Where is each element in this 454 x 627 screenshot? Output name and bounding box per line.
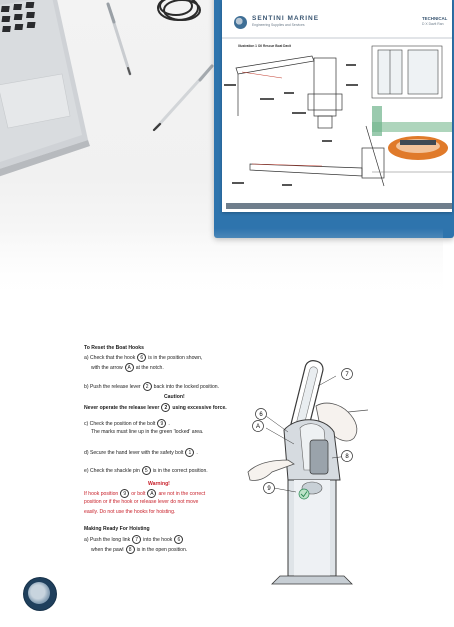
step-text: d) Secure the hand lever with the safety bolt — [84, 449, 184, 456]
reset-step-a — [84, 353, 202, 362]
part-number-badge: 5 — [142, 466, 151, 475]
reset-step-e — [84, 466, 208, 475]
step-text: at the notch. — [135, 364, 164, 371]
step-text: into the hook — [143, 536, 173, 543]
davit-drawing — [222, 36, 452, 206]
warning-heading: Warning! — [148, 481, 170, 487]
part-number-badge: 6 — [137, 353, 146, 362]
brand-logo-icon — [234, 16, 247, 29]
reset-step-c — [84, 419, 170, 428]
boat-hook-illustration — [244, 360, 370, 590]
part-number-badge: 9 — [157, 419, 166, 428]
hoist-step-a — [84, 535, 185, 544]
reset-step-a-cont — [91, 363, 164, 372]
step-text: c) Check the position of the bolt — [84, 420, 156, 427]
callout-6 — [256, 409, 267, 420]
step-text: when the pawl — [91, 546, 124, 553]
brand-name: SENTINI MARINE — [252, 15, 320, 22]
warning-text: are not in the correct — [158, 490, 206, 497]
photo-fade — [0, 228, 443, 300]
brand-subtitle: Engineering Supplies and Services — [252, 23, 305, 27]
svg-text:6: 6 — [259, 412, 263, 418]
part-number-badge: 7 — [132, 535, 141, 544]
warning-line-3: easily. Do not use the hooks for hoisting. — [84, 509, 176, 515]
desk-photo — [0, 0, 448, 300]
warning-line-1 — [84, 489, 205, 498]
drawing-caption: Illustration 1 Oil Rescue Boat Davit — [238, 44, 291, 48]
step-text: . — [196, 449, 198, 456]
step-text: e) Check the shackle pin — [84, 467, 140, 474]
reset-step-d — [84, 448, 198, 457]
caution-text — [84, 403, 227, 412]
part-number-badge: A — [147, 489, 156, 498]
company-logo-inner — [28, 582, 50, 604]
laptop-image — [0, 0, 110, 195]
pen-image — [138, 56, 218, 146]
svg-text:9: 9 — [267, 486, 271, 492]
callout-a — [253, 421, 264, 432]
step-text: b) Push the release lever — [84, 383, 141, 390]
step-text: is in the open position. — [136, 546, 188, 553]
document-subtitle: D X Davit Ran — [422, 22, 444, 26]
step-text: . — [168, 420, 170, 427]
callout-7 — [342, 369, 353, 380]
part-number-badge: A — [125, 363, 134, 372]
caution-text-part: using excessive force. — [172, 404, 227, 411]
svg-text:8: 8 — [345, 454, 349, 460]
sheet-header — [226, 10, 452, 36]
step-text: with the arrow — [91, 364, 123, 371]
hoist-heading: Making Ready For Hoisting — [84, 526, 150, 532]
step-text: back into the locked position. — [153, 383, 220, 390]
part-number-badge: 9 — [120, 489, 129, 498]
warning-text: If hook position — [84, 490, 119, 497]
warning-text: or bolt — [131, 490, 146, 497]
reset-step-b — [84, 382, 219, 391]
callout-9 — [264, 483, 275, 494]
step-text: a) Push the long link — [84, 536, 131, 543]
reset-step-c-cont: The marks must line up in the green 'locked' area. — [91, 429, 204, 435]
callout-8 — [342, 451, 353, 462]
step-text: is in the correct position. — [152, 467, 208, 474]
warning-line-2: position or if the hook or release lever do not move — [84, 499, 199, 505]
document-title: TECHNICAL — [422, 16, 448, 21]
part-number-badge: 2 — [143, 382, 152, 391]
svg-text:7: 7 — [345, 372, 349, 378]
caution-text-part: Never operate the release lever — [84, 404, 160, 411]
svg-text:A: A — [255, 424, 261, 430]
cable-image — [148, 0, 218, 30]
step-text: is in the position shown, — [148, 354, 203, 361]
pen-image — [100, 0, 140, 80]
part-number-badge: 6 — [174, 535, 183, 544]
step-text: a) Check that the hook — [84, 354, 136, 361]
hoist-step-a-cont — [91, 545, 187, 554]
reset-heading: To Reset the Boat Hooks — [84, 345, 144, 351]
part-number-badge: 8 — [126, 545, 135, 554]
caution-heading: Caution! — [164, 394, 185, 400]
part-number-badge: 1 — [185, 448, 194, 457]
part-number-badge: 2 — [161, 403, 170, 412]
